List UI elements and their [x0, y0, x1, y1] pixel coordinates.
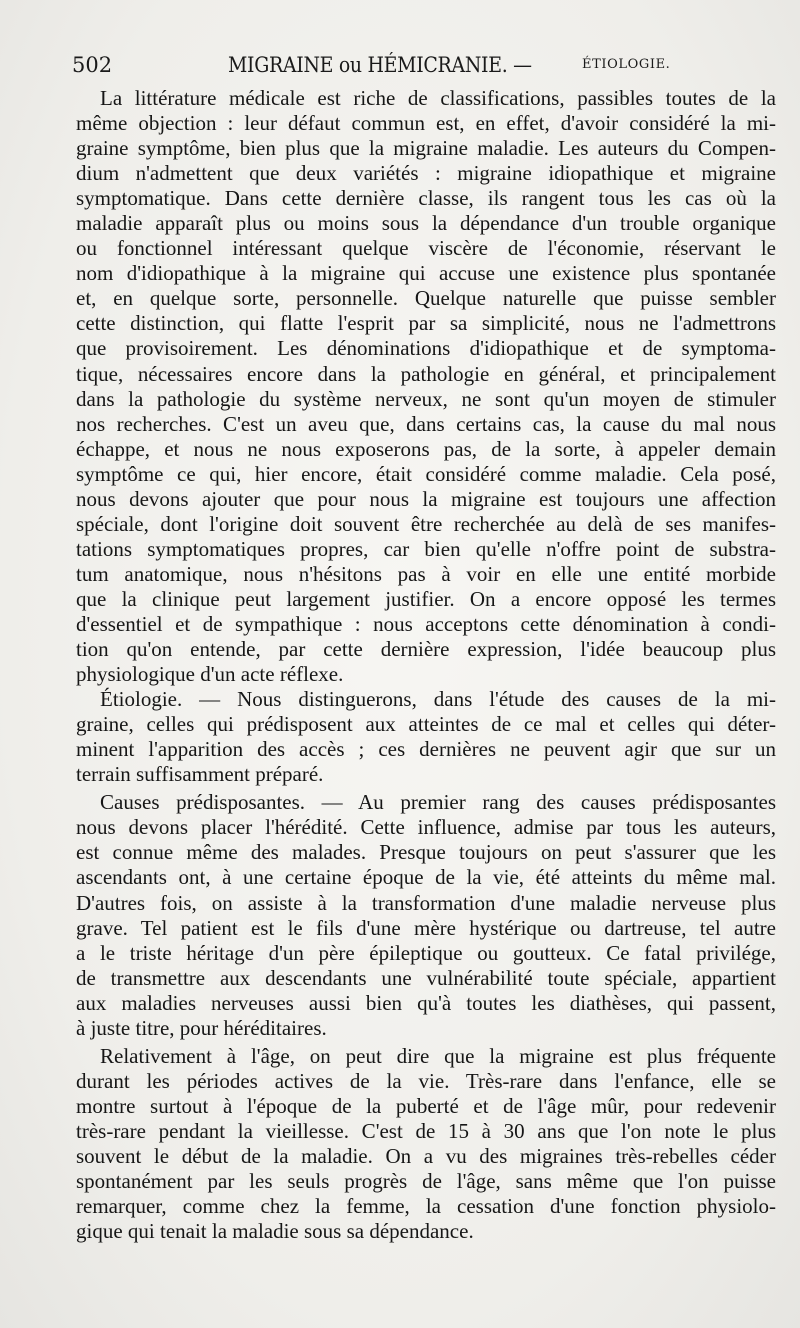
text-line: que provisoirement. Les dénominations d'idiopathique et de symptoma- — [76, 336, 776, 361]
text-line: très-rare pendant la vieillesse. C'est de 15 à 30 ans que l'on note le plus — [76, 1118, 776, 1143]
text-line: a le triste héritage d'un père épileptique ou goutteux. Ce fatal privilége, — [76, 940, 776, 965]
text-line: tations symptomatiques propres, car bien qu'elle n'offre point de substra- — [76, 536, 776, 561]
text-line: de transmettre aux descendants une vulnérabilité toute spéciale, appartient — [76, 965, 776, 990]
text-line: terrain suffisamment préparé. — [76, 762, 324, 787]
text-line: symptomatique. Dans cette dernière classe, ils rangent tous les cas où la — [76, 186, 776, 211]
text-line: physiologique d'un acte réflexe. — [76, 662, 344, 687]
running-title: MIGRAINE ou HÉMICRANIE. — — [228, 53, 532, 77]
running-header — [72, 50, 777, 80]
text-line: dans la pathologie du système nerveux, ne sont qu'un moyen de stimuler — [76, 386, 776, 411]
main-text — [76, 86, 776, 1244]
text-line: symptôme ce qui, hier encore, était considéré comme maladie. Cela posé, — [76, 461, 776, 486]
section-title: ÉTIOLOGIE. — [582, 57, 671, 72]
text-line: dium n'admettent que deux variétés : migraine idiopathique et migraine — [76, 161, 776, 186]
text-line: est connue même des malades. Presque toujours on peut s'assurer que les — [76, 840, 776, 865]
text-line: montre surtout à l'époque de la puberté et de l'âge mûr, pour redevenir — [76, 1093, 776, 1118]
text-line: à juste titre, pour héréditaires. — [76, 1015, 327, 1040]
text-line: La littérature médicale est riche de classifications, passibles toutes de la — [100, 86, 776, 110]
text-line: nous devons ajouter que pour nous la migraine est toujours une affection — [76, 486, 776, 511]
text-line: Relativement à l'âge, on peut dire que la migraine est plus fréquente — [100, 1043, 776, 1068]
text-line: tique, nécessaires encore dans la pathologie en général, et principalement — [76, 361, 776, 386]
text-line: D'autres fois, on assiste à la transformation d'une maladie nerveuse plus — [76, 890, 776, 915]
text-line: nom d'idiopathique à la migraine qui accuse une existence plus spontanée — [76, 261, 776, 286]
text-line: d'essentiel et de sympathique : nous acceptons cette dénomination à condi- — [76, 611, 776, 636]
text-line: graine symptôme, bien plus que la migraine maladie. Les auteurs du Compen- — [76, 136, 776, 161]
text-line: gique qui tenait la maladie sous sa dépendance. — [76, 1219, 474, 1244]
text-line: durant les périodes actives de la vie. Très-rare dans l'enfance, elle se — [76, 1068, 776, 1093]
text-line: spontanément par les seuls progrès de l'âge, sans même que l'on puisse — [76, 1169, 776, 1194]
text-line: ascendants ont, à une certaine époque de la vie, été atteints du même mal. — [76, 865, 776, 890]
text-line: et, en quelque sorte, personnelle. Quelque naturelle que puisse sembler — [76, 286, 776, 311]
text-line: souvent le début de la maladie. On a vu des migraines très-rebelles céder — [76, 1143, 776, 1168]
text-line: minent l'apparition des accès ; ces dernières ne peuvent agir que sur un — [76, 737, 776, 762]
text-line: spéciale, dont l'origine doit souvent être recherchée au delà de ses manifes- — [76, 511, 776, 536]
text-line: échappe, et nous ne nous exposerons pas, de la sorte, à appeler demain — [76, 436, 776, 461]
text-line: nous devons placer l'hérédité. Cette influence, admise par tous les auteurs, — [76, 815, 776, 840]
text-line: cette distinction, qui flatte l'esprit par sa simplicité, nous ne l'admettrons — [76, 311, 776, 336]
text-line: Causes prédisposantes. — Au premier rang des causes prédisposantes — [100, 790, 776, 815]
text-line: tum anatomique, nous n'hésitons pas à voir en elle une entité morbide — [76, 561, 776, 586]
text-line: tion qu'on entende, par cette dernière expression, l'idée beaucoup plus — [76, 637, 776, 662]
text-line: grave. Tel patient est le fils d'une mère hystérique ou dartreuse, tel autre — [76, 915, 776, 940]
text-line: graine, celles qui prédisposent aux atteintes de ce mal et celles qui déter- — [76, 712, 776, 737]
text-line: maladie apparaît plus ou moins sous la dépendance d'un trouble organique — [76, 211, 776, 236]
text-line: nos recherches. C'est un aveu que, dans certains cas, la cause du mal nous — [76, 411, 776, 436]
text-line: remarquer, comme chez la femme, la cessation d'une fonction physiolo- — [76, 1194, 776, 1219]
text-line: que la clinique peut largement justifier. On a encore opposé les termes — [76, 586, 776, 611]
text-line: Étiologie. — Nous distinguerons, dans l'étude des causes de la mi- — [100, 687, 776, 712]
text-line: aux maladies nerveuses aussi bien qu'à toutes les diathèses, qui passent, — [76, 990, 776, 1015]
text-line: même objection : leur défaut commun est, en effet, d'avoir considéré la mi- — [76, 111, 776, 136]
page-number: 502 — [72, 53, 113, 77]
text-line: ou fonctionnel intéressant quelque viscère de l'économie, réservant le — [76, 236, 776, 261]
